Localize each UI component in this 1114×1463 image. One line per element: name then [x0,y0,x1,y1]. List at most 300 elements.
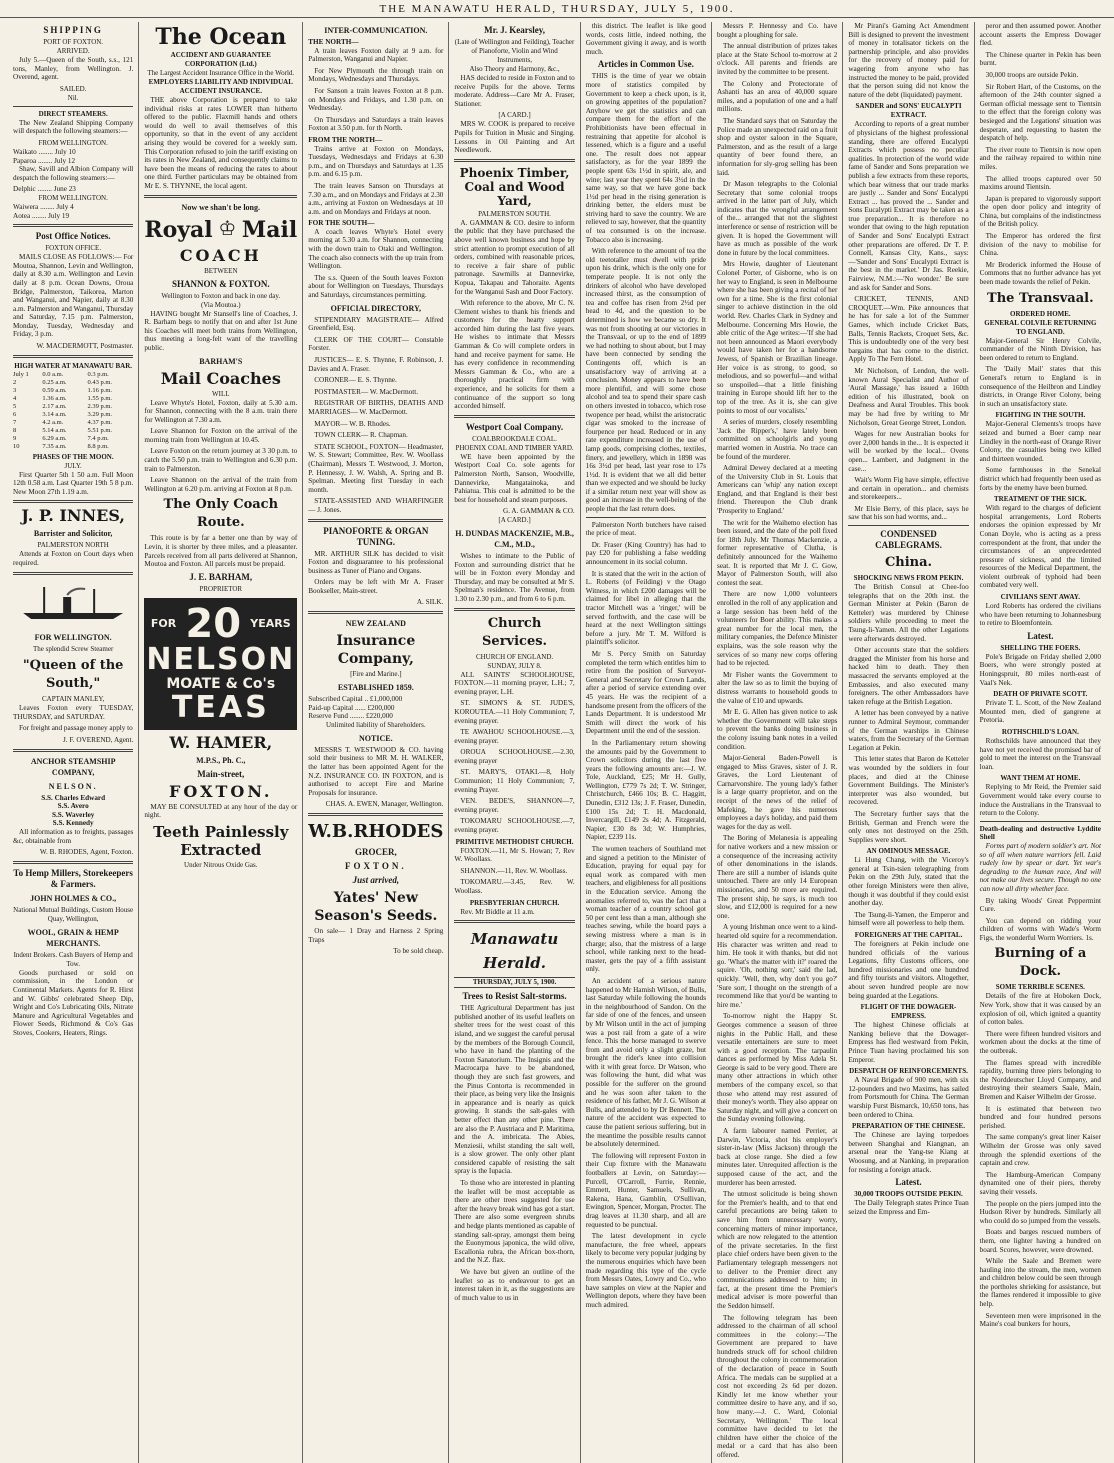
port-label: PORT OF FOXTON. [43,38,104,46]
tokomaru-church: TOKOMARU.—3.45, Rev. W. Woollass. [454,878,575,895]
accident-text: An accident of a serious nature happened to Mr Hamish Wilson, of Bulls, last Saturday while following the hounds in the neighbourhood of Sandon. On the far side of one of the fences, and unseen by Mr Wilson until in the act of jumping was a post rail from a gate of a wire fence. This the horse managed to swerve from and avoid only a slight graze, but brought the rider's knee into collision with it with great force. Dr Watson, who was following the hunt, did what was possible for the sufferer on the ground and he was soon after taken to the residence of his father, Mr J. G. Wilson at Bulls, and attended to by Dr Bennett. The nature of the accident was expected to cause the patient serious suffering, but in the meantime the possible results cannot be absolutely determined. [585,976,707,1149]
ocean-sub: ACCIDENT AND GUARANTEE CORPORATION (Ltd.) [170,51,271,68]
daily-mail-text: The 'Daily Mail' states that this General's return to England is in consequence of the Heilbron and Lindley districts, in Orange River Colony, being in such an unsatisfactory state. [979,365,1101,408]
shannon-foxton: SHANNON & FOXTON. [171,278,270,289]
cricket-text: CRICKET, TENNIS, AND CROQUET.—Wm. Pike announces that he has for sale a lot of the Summer Games, which include Cricket Bats, Balls, Tennis Rackets, Croquet Sets, &c. This is undoubtedly one of the very best bargains that has come to the district. Apply To The Fern Hotel. [848,295,969,364]
utmost-text: The utmost solicitude is being shown for the Premier's health, and to that end careful precautions are being taken to save him from unnecessary worry, concerning matters of minor importance, which are now relegated to the attention of the private secretaries. In the first place chief orders have been given to the Parliamentary telegraph messengers not to deliver to the Premier direct any communications addressed to him; in fact, at the present time the Premier's medical adviser is more powerful than the Seddon himself. [717,1190,838,1310]
sailed-heading: SAILED. [59,84,87,93]
tsung-text: The Tsung-li-Yamen, the Emperor and himself were all powerless to help them. [848,910,969,928]
roth-body: Rothschilds have announced that they have not yet received the promised bar of gold to meet the interest on the Transvaal loan. [979,737,1101,771]
dir-postmaster: POSTMASTER— W. MacDermott. [314,387,419,396]
westport-heading: Westport Coal Company. [465,421,564,432]
barham-head: BARHAM'S [199,356,243,366]
foxton-label-2: FOXTON. [345,861,407,871]
column-4 [449,22,580,1463]
unlimited: Unlimited liability of Shareholders. [326,720,426,729]
tomorrow-text: To-morrow night the Happy St. Georges commence a season of three nights in the Public Hall, and these versatile entertainers are sure to meet with a good reception. The tarpaulin dances as performed by Miss Adela St. George is said to be very good. There are many other attractions in which other members of the company excel, so that those who attend may rest assured of their money's worth. They also appear on Saturday night, and will give a concert on the Sunday evening following. [717,1012,838,1124]
tide-cell: 1.36 a.m. [42,394,67,402]
column-2 [139,22,303,1463]
ship-1: S.S. Charles Edward [41,793,106,802]
school: STATE SCHOOL, FOXTON— Headmaster, W. S. Stewart; Committee, Rev. W. Woollass (Chairman), Messrs T. Westwood, J. Morton, P. Hennessy, J. W. Walsh, A. Spring and B. Spelman. Meeting first Tuesday in each month. [308,442,444,494]
notice-heading: NOTICE. [359,733,393,743]
inter-heading: INTER-COMMUNICATION. [324,26,428,35]
waihemo-text: The writ for the Waihemo election has been issued, and the date of the poll fixed for 18th July. Mr Thomas Mackenzie, a former representative of Clutha, is definitely announced for the Waihemo seat. It is reported that Mr J. C. Gow, Mayor of Palmerston South, will also contest the seat. [717,518,838,587]
tide-cell: 4 [13,394,17,402]
to-be-sold: To be sold cheap. [393,947,444,956]
hemp-heading: To Hemp Millers, Storekeepers & Farmers. [13,867,133,889]
orders-text: Orders may be left with Mr A. Fraser Bookseller, Main-street. [308,578,444,595]
anchor-heading: ANCHOR STEAMSHIP COMPANY, [30,756,116,777]
ven-bede: VEN. BEDE'S, SHANNON—7, evening prayer. [454,797,575,814]
forms-text: Forms part of modern soldier's art. Not so of all when nature warriors fell. Laid rudely low by spear or dart. Yet war's degrading to the human race, And will not make our lives secure. Though no one can now all dirty whether face. [979,841,1101,893]
innes-name: J. P. INNES, [21,506,125,526]
lydia-heading: Death-dealing and destructive Lyddite Shell [979,824,1101,842]
arrived-heading: ARRIVED. [56,47,90,55]
tide-cell: 9 [13,434,17,442]
nelson-name: NELSON [146,641,296,677]
walt-text: Wait's Worm Fig have simple, effective and certain in operation... and chemists and storekeepers... [848,476,969,502]
seventeen-text: Seventeen men were imprisoned in the Maine's coal bunkers for hours, [979,1311,1101,1329]
saale-text: While the Saale and Bremen were hauling into the stream, the men, women and children below could be seen through the portholes shrieking for assistance, but the flames rendered it impossible to give help. [979,1257,1101,1309]
flight-heading: FLIGHT OF THE DOWAGER-EMPRESS. [860,1003,957,1021]
tide-cell: 2.39 p.m. [87,402,113,410]
coach-text: A coach leaves Whyte's Hotel every morning at 5.30 a.m. for Shannon, connecting with the down train to Otaki and Wellington. The coach also connects with the up train from Wellington. [308,227,444,271]
mails-text: MAILS CLOSE AS FOLLOWS:— For Moutoa, Shannon, Levin and Wellington, daily at 8.30 a.m. Wellington and Levin daily at 8 p.m. Ocean Downs, Oroua Bridge, Palmerston, Taikorea, Marton and Wanganui, and Napier, daily at 8.30 a.m. Palmerston and Wanganui, Thursday and Saturday, 7.15 p.m. Palmerston, Monday, Tuesday, Wednesday and Friday, 3 p.m. [13,253,134,339]
foxton-church: FOXTON.—11, Mr S. Howan; 7, Rev W. Woollass. [454,846,575,864]
all-saints: ALL SAINTS' SCHOOLHOUSE, FOXTON.—11 morning prayer, L.H.; 7, evening prayer, L.H. [454,670,575,696]
column-8 [975,22,1106,1463]
ewen-sig: CHAS. A. EWEN, Manager, Wellington. [325,800,444,809]
river-text: The river route to Tientsin is now open and the railway repaired to within nine miles. [979,145,1101,171]
church-heading: Church Services. [482,615,548,649]
column-5 [581,22,712,1463]
shannon-church: SHANNON.—11, Rev. W. Woollass. [460,866,568,875]
direct-heading: DIRECT STEAMERS. [38,109,108,118]
ordered-heading: ORDERED HOME. [1010,309,1071,318]
leave-3: Leave Foxton on the return journey at 3 30 p.m. to catch the 5.50 p.m. train to Wellington and 6.30 p.m. train to Palmerston. [144,447,298,473]
tide-cell: 0.3 p.m. [87,370,109,378]
tide-cell: 2 [13,378,17,386]
tide-row [13,411,133,419]
tide-cell: 6 [13,410,17,418]
tide-row [13,443,133,451]
nelson-moate-teas-ad [144,598,297,730]
notice-text: MESSRS T. WESTWOOD & CO. having sold their business to MR M. H. WALKER, the latter has been appointed Agent for the N.Z. INSURANCE CO. IN FOXTON, and is authorised to accept Fire and Marine Proposals for insurance. [308,745,444,797]
foreigners-text: The foreigners at Pekin include one hundred officials of the various Legations, fifty Customs officers, one hundred missionaries and one hundred and fifty tourists and visitors. Altogether, about seven hundred people are now being guarded at the Legations. [848,940,969,1000]
ocean-heading: The Ocean [155,24,287,50]
yates-seeds: Yates' New Season's Seeds. [314,890,438,924]
reserve: Reserve Fund ........ £220,000 [308,712,393,721]
goods-text: Goods purchased or sold on commission, in the London or Continental Markets. Agents for R. Hirst and W. Gibbs' celebrated Sheep Dip, Wright and Co's Lubricating Oils, Nitrate Manure and Agricultural Vegetables and Flower Seeds, Richmond & Co's Gas Stoves, Cookers, Heaters, Rings. [13,968,134,1037]
sanson-train: The train leaves Sanson on Thursdays at 7.30 a.m., and on Mondays and Fridays at 2.30 a.m., arriving at Foxton on Wednesdays at 10 a.m. and on Mondays and Fridays at noon. [308,181,444,216]
murders-text: A series of murders, closely resembling 'Jack the Ripper's,' have lately been committed on schoolgirls and young married women in Austria. No trace can be found of the murderer. [717,418,838,461]
leaves-text: Leaves Foxton every TUESDAY, THURSDAY, and SATURDAY. [13,704,134,721]
kearsley-sub: (Late of Wellington and Feilding), Teacher of Pianoforte, Violin and Wind Instruments, [454,38,575,64]
tide-cell: 8.8 p.m. [87,442,109,450]
tide-cell: 7.35 a.m. [42,442,67,450]
rhodes-sig: W. B. RHODES, Agent, Foxton. [39,848,134,857]
tide-row [13,379,133,387]
fight-heading: FIGHTING IN THE SOUTH. [995,411,1086,420]
elsie-text: Mr Elsie Berry, of this place, says he saw that his son had worms, and... [848,504,969,522]
burning-heading: Burning of a Dock. [994,946,1087,980]
innes-title: Barrister and Solicitor, [33,529,113,539]
from-north-head: FROM THE NORTH— [308,135,383,144]
transvaal-heading: The Transvaal. [987,290,1094,306]
tide-cell: July 1 [13,370,29,378]
emperor-text: The Emperor has ordered the first division of the navy to mobilise for China. [979,232,1101,258]
overend-sig: J. F. OVEREND, Agent. [63,736,134,744]
teas-word: TEAS [171,689,270,725]
masthead: THE MANAWATU HERALD, THURSDAY, JULY 5, 1900. [0,0,1114,18]
tide-row [13,435,133,443]
coalbrookdale: COALBROOKDALE COAL. [472,434,557,443]
tide-cell: 0.0 a.m. [42,370,64,378]
town-clerk: TOWN CLERK— R. Chapman. [314,431,408,440]
civilians-heading: CIVILIANS SENT AWAY. [1000,593,1080,602]
parliament-text: In the Parliamentary return showing the amounts paid by the Government to Crown solicitors during the last five years the following amounts are:—J. W. Tole, Auckland, £25; Mr H. Gully, Wellington, £779 7s 2d; T. W. Stringer, Christchurch, £466 10s; B. C. Haggitt, Dunedin, £312 13s; J. F. Fraser, Dunedin, £100 15s 2d; T. H. Macdonald, Invercargill, £149 2s 4d; A. Fitzgerald, Napier, £30 8s 3d; W. Humphries, Napier, £239 11s. [585,738,707,842]
colvile-body: Major-General Sir Henry Colvile, commander of the Ninth Division, has been ordered to return to England. [979,336,1101,362]
articles-text-2: With reference to the amount of tea the old teetotaller must dwell with pride upon his drink, which is the only one for temperate people. It is not only the drinkers of alcohol who have developed increased thirst, as the consumption of tea and coffee has risen from 2½d per head to 4d, and the question to be determined is how we became so dry. It was not from shooting at our victories in the Transvaal, or up to the end of 1899 we had nothing to shout about, but I may have been connected by sending the Contingents off, which is an unsatisfactory way of arriving at a conclusion. Money appears to have been more plentiful, and will some chose alcohol and tea to spend their spare cash on others invested in tobacco, which rose twopence per head, whilst the aristocratic cigar was smoked to the increase of fourpence per head. Reduced or in any rate expenditure increased in the use of lamp goods, comprising clothes, textiles, finery, and jewellery, which in 1898 was 16s 3½d per head, last year rose to 17s 1½d. It is evident that we all did better than we expected and we should be lucky if a similar return next year will show as good an increase in the well-being of the people that the last return does. [585,247,707,514]
articles-heading: Articles in Common Use. [597,59,694,70]
barham-name: J. E. BARHAM, [189,571,253,582]
primitive-heading: PRIMITIVE METHODIST CHURCH. [455,837,574,846]
kearsley-body: HAS decided to reside in Foxton and to receive Pupils for the above. Terms moderate. Address—Care Mr A. Fraser, Stationer. [454,74,575,108]
dewey-text: Admiral Dewey declared at a meeting of the University Club in St. Louis that Americans can 'whip' any nation except England, and that England is their best friend. Thereupon the Club drank 'Prosperity to England.' [717,464,838,516]
main-street: Main-street, [197,768,245,779]
tide-row [13,371,133,379]
tide-cell: 2.17 a.m. [42,402,67,410]
consulted: MAY BE CONSULTED at any hour of the day or night. [144,802,298,820]
hamer-deg: M.P.S., Ph. C., [196,755,246,765]
hamburg-text: The Hamburg-American Company dynamited one of their piers, thereby saving their vessels. [979,1170,1101,1196]
mayor: MAYOR— W. B. Rhodes. [314,419,391,428]
foxton-label: FOXTON. [169,781,273,801]
sander-text: According to reports of a great number of physicians of the highest professional standing, there are offered Eucalypti Extracts which possess no peculiar qualities. In protection of the world wide fame of Sander and Sons preparation we publish a few extracts from these reports, which bear witness that our trade marks are justly ... Sander and Sons' Eucalypti Extract ... has proved the ... Sander and Sons Eucalypti Extract may be taken as a true preparation... It is therefore no wonder that owing to the high reputation of Sander and Sons' Eucalypti Extract other preparations are offered. Dr T. P. Connell, Kansas City, Kans., says:—'Sander and Sons' Eucalypti Extract is the best in the market.' Dr Jas. Reekie, Fairview, N.M.:—'No wonder.' Be sure and ask for Sander and Sons. [848,120,969,292]
tide-heading: HIGH WATER AT MANAWATU BAR. [14,361,133,370]
ship-3: S.S. Waverley [51,810,95,819]
british-text: The British Consul at Chee-foo telegraphs that on the 20th inst. the German Minister at Pekin (Baron de Ketteler) was murdered by Chinese soldiers while proceeding to meet the Tsung-li-Yamen. All the other Legations were afterwards destroyed. [848,583,969,643]
c6-text1: Messrs P. Hennessy and Co. have bought a ploughing for sale. [717,22,838,39]
sick-body: With regard to the charges of deficient hospital arrangements, Lord Roberts endorses the opinion expressed by Mr Conan Doyle, who is acting as a press correspondent at the front, that under the circumstances of an unprecedented pressure of sickness, and the limited resources of the Medical Department, the violent outbreak of typhoid had been combated very well. [979,504,1101,590]
holmes-name: JOHN HOLMES & CO., [30,893,117,903]
tide-cell: 1.16 p.m. [87,386,113,394]
nelson-heading: NELSON. [48,781,98,791]
tide-row [13,427,133,435]
allied-text: The allied troops captured over 50 maxims around Tientsin. [979,174,1101,192]
telegram-text: The following telegram has been addressed to the chairman of all school committees in the colony:—'The Government are prepared to have hundreds struck off for school children throughout the colony in commemoration of the declaration of peace in South Africa. The medals can be supplied at a cost not exceeding 2s 6d per dozen. Kindly let me know whether your committee desire to have any, and if so, how many.—J. C. Ward, Colonial Secretary, Wellington.' The local committee have decided to let the children have either the choice of the medal or a card that has also been offered. [717,1313,838,1459]
tide-cell: 5.14 a.m. [42,426,67,434]
gg-sig: G. A. GAMMAN & CO. [503,507,575,516]
ins-heading: Insurance Company, [336,633,416,668]
pres-body: Rev. Mr Biddle at 11 a.m. [460,907,535,916]
phoenix-coal: PHOENIX COAL AND TIMBER YARD. [455,443,574,452]
coach-word: COACH [179,245,262,265]
herald-title: Manawatu Herald. [470,930,559,973]
via: (Via Moutoa.) [200,300,241,309]
ship-4: S.S. Kennedy [52,819,94,828]
prep-heading: PREPARATION OF THE CHINESE. [852,1122,965,1131]
nelson-for: FOR [150,616,177,630]
tide-cell: 4.37 p.m. [87,418,113,426]
captain: CAPTAIN MANLEY, [41,695,105,704]
paid-up: Paid-up Capital ...... £200,000 [308,703,395,712]
standard-text: The Standard says that on Saturday the Police made an unexpected raid on a fruit shop and oyster saloon in the Square, Palmerston, and as the result of a large quantity of beer found there, an information for sly-grog selling has been laid. [717,116,838,177]
articles-text: THIS is the time of year we obtain more of statistics compiled by Government to keep a check upon, is it, on growing appetites of the population? Anyhow we get the statistics and can compare them for the effort of the Prohibitionists have been effectual in restraining that appetite for alcohol is lessened, which is a figure and a useful one. The result does not appear satisfactory, as for the year 1899 the people spent 63s 1½d in spirit, ale, and wine; last year they spent 64s 3½d in the same way, so that we have gone back 1½d per head in the rising generation is drinking better, the elders must be striving hard to save the country. We are relieved to say, however, that the quantity of tea consumed is on the increase. Tobacco also is increasing. [585,72,707,244]
tide-cell: 0.25 a.m. [42,378,67,386]
tide-cell: 7.4 p.m. [87,434,109,442]
column-3 [303,22,449,1463]
just-arrived: Just arrived, [352,875,400,885]
c5-text1: this district. The leaflet is like good words, costs little, indeed nothing, the Government giving it away, and is worth much. [585,22,707,56]
tide-cell: 5 [13,402,17,410]
tide-cell: 0.43 p.m. [87,378,113,386]
troops-heading: 30,000 TROOPS OUTSIDE PEKIN. [854,1190,963,1199]
mongs-text: Dr Mason telegraphs to the Colonial Secretary that some colonial troops arrived in the latter part of July, which indicates that the wrongful arrangement of the... arranged that not the slightest interference or sense of restriction will be given. It is hoped the Government will have as much as possible of the work done in future by the local committees. [717,180,838,257]
official-heading: OFFICIAL DIRECTORY, [330,303,422,313]
teeth-head: Teeth Painlessly Extracted [153,823,289,859]
colvile-heading: GENERAL COLVILE RETURNING TO ENGLAND. [984,318,1097,336]
clements-text: Major-General Clements's troops have seized and burned a Boer camp near Lindley in the north-east of Orange River Colony, the casualties being two killed and thirteen wounded. [979,420,1101,463]
highest-text: The highest Chinese officials at Nanking believe that the Dowager-Empress has fled westward from Pekin, Prince Tuan having proclaimed his son Emperor. [848,1021,969,1064]
tide-cell: 5.51 p.m. [87,426,113,434]
for-wellington: FOR WELLINGTON. [34,633,112,643]
sander-heading: SANDER and SONS' EUCALYPTI EXTRACT. [855,102,962,120]
trees-text: THE Agricultural Department has just published another of its useful leaflets on shelter trees for the west coast of this island, and we suggest the careful perusal by the members of the Borough Council, who have in hand the planting of the Foxton Sanatorium. The Insignis and the Macrocarpa have to be abandoned, though they are such fast growers, and the Pinus Contorta is recommended in their place, as being very like the Insignis in appearance and is nearly as quick growing. It stands the salt-gales with better effect than any other pine. There are also the P. Austriaca and P. Maritima, and the A. imbricata. The Abies, Menziesii, whilst standing the salt well, is a slow grower. The only other plant considered capable of resisting the salt spray is the Iupacia. [454,1004,575,1176]
waikato-row: Waikato ........ July 10 [13,147,76,156]
tide-row [13,387,133,395]
trains-text: Trains arrive at Foxton on Mondays, Tuesdays, Wednesdays and Fridays at 6.30 p.m., and on Thursdays and Saturdays at 1.35 p.m. and 6.15 p.m. [308,144,444,179]
other-text: Other accounts state that the soldiers dragged the Minister from his horse and hacked him to death. They then massacred the servants employed at the Embassies, and also executed many foreigners. The other Ambassadors have taken refuge at the British Legation. [848,646,969,706]
waiwera-row: Waiwera ........ July 4 [13,202,74,211]
farms-text: Some farmhouses in the Senekal district which had frequently been used as forts by the enemy have been burned. [979,466,1101,492]
kearsley-name: Mr. J. Kearsley, [484,25,545,35]
trees-heading: Trees to Resist Salt-storms. [462,991,567,1002]
brod-text: Mr Broderick informed the House of Commons that no further advance has yet been made towards the relief of Pekin. [979,260,1101,287]
church-eng: CHURCH OF ENGLAND. [475,652,554,661]
terrible-heading: SOME TERRIBLE SCENES. [995,983,1085,992]
delphic-row: Delphic ........ June 23 [13,185,76,194]
silk-sig: A. SILK. [416,598,444,607]
trees-text-3: We have but given an outline of the leaflet so as to endeavour to get an interest taken in it, as the suggestions are of much value to us in [454,1268,575,1302]
stated-text: It is stated that the writ in the action of L. Roberts (of Feilding) v the Otago Witness, in which £200 damages will be claimed for libel in alleging that the tractor Mitchell was a 'ringer,' will be served forthwith, and the case will be heard at the next Wellington sittings before a jury. Mr T. M. Wilford is plaintiff's solicitor. [585,569,707,647]
young-text: A young Irishman once went to a kind-hearted old squire for a recommendation. His character was written and read to him. He took it with thanks, but did not go. 'What's the matter with it?' roared the squire. 'Oh, nothing sorr,' said the lad, quickly. 'Well, then, why don't you go?' 'Sure sorr, I thought on the strength of a recommend like that you'd be wanting to hire me.' [717,923,838,1009]
ship-2: S.S. Avero [57,802,89,811]
from-wellington-label: FROM WELLINGTON. [38,138,108,147]
tide-row [13,403,133,411]
china-heading: China. [884,555,933,571]
subscribed: Subscribed Capital .. £1,000,000 [308,695,403,704]
tide-row [13,395,133,403]
fisher-text: Mr Fisher wants the Government to alter the law so as to limit the buying of distress warrants to household goods to the value of £10 and upwards. [717,670,838,705]
shaw-text: Shaw, Savill and Albion Company will despatch the following steamers:— [13,165,134,182]
cook-text: MRS W. COOK is prepared to receive Pupils for Tuition in Music and Singing. Lessons in Oil Painting and Art Needlework. [454,120,575,155]
kearsley-also: Also Theory and Harmony, &c., [469,65,560,73]
sanson-text: For Sanson a train leaves Foxton at 8 p.m. on Mondays and Fridays, and 1.30 p.m. on Wednesday. [308,86,444,113]
north-head: THE NORTH— [308,38,359,46]
letter-text: A letter has been conveyed by a native runner to Admiral Seymour, commander of the German warships in Chinese waters, from the Secretary of the German Legation at Pekin. [848,709,969,752]
women-text: The women teachers of Southland met and signed a petition to the Minister of Education, praying for equal pay for equal work as compared with men teachers, and eligibleness for all positions in the Education service. Among the anomalies referred to, was the fact that a woman teacher of a country school got 50 per cent less than a man, although she teaches sewing, while the board pays a sewing mistress where a man is in charge; also, that the mistress of a large school, while ranking next to the head-master, gets the pay of a fifth assistant only. [585,845,707,974]
li-text: Li Hung Chang, with the Viceroy's general at Tsin-tsien telegraphing from Pekin on the 29th July, stated that the other foreign Ministers were then alive, though it was doubtful if they could exist another day. [848,856,969,908]
screw-steamer: The splendid Screw Steamer [33,645,114,654]
tokomaru: TOKOMARU SCHOOLHOUSE.—7, evening prayer. [454,817,575,835]
only-coach-route: The Only Coach Route. [163,497,279,531]
royal-mail-row [144,215,297,244]
wages-text: Wages for new Australian books for over 2,000 hands in the... It is expected it will be worked by the local... Ovens open... Lambert, and Judgment in the case... [848,430,969,473]
from-wellington-label-2: FROM WELLINGTON. [38,193,108,202]
indent-text: Indent Brokers. Cash Buyers of Hemp and Tow. [13,950,133,968]
details-text: Details of the fire at Hoboken Dock, New York, show that it was caused by an explosion of oil, which ignited a quantity of cotton bales. [979,992,1101,1027]
moon-month: JULY. [64,461,82,470]
pres-heading: PRESBYTERIAN CHURCH. [469,898,560,907]
st-mary: ST. MARY'S, OTAKI.—8, Holy Communion; 11 Holy Communion; 7, evening Prayer. [454,768,575,794]
te-awahou: TE AWAHOU SCHOOLHOUSE.—3, evening prayer. [454,728,575,745]
allen-text: Mr E. G. Allen has given notice to ask whether the Government will take steps to prevent the banks doing business in the colony issuing bank notes in a veiled condition. [717,708,838,751]
boring-text: The Boring of Melanesia is appealing for native workers and a new mission or a consequence of the increasing activity of other denominations in the islands. There are still a number of islands quite untouched. There are only 14 European missionaries, and 50 more are required. The present ship, he says, is much too slow, and £12,000 is required for a new one. [717,834,838,920]
eleven-text: There were fifteen hundred visitors and workmen about the docks at the time of the outbreak. [979,1029,1101,1056]
moon-text: First Quarter 5th 1 50 a.m. Full Moon 12th 0.58 a.m. Last Quarter 19th 5 8 p.m. New Moon 27th 1.19 a.m. [13,470,134,496]
dr-fraser: Dr. Fraser (King Country) has had to pay £20 for publishing a false wedding announcement in its social column. [585,540,707,567]
c8-text1: peror and then assumed power. Another account asserts the Empress Dowager fled. [979,22,1101,48]
palm-north: Palmerston North butchers have raised the price of meat. [585,520,707,538]
daily-text: The Daily Telegraph states Prince Tuan seized the Empress and Em- [848,1199,969,1216]
having-text: HAVING bought Mr Stansell's line of Coaches, J. R. Barham begs to notify that on and after 1st June his Coaches will meet both trains from Wellington, thus meeting a long-felt want of the travelling public. [144,309,298,352]
holmes-sub: National Mutual Buildings, Custom House Quay, Wellington, [13,905,134,923]
tide-row [13,419,133,427]
quarter-text: The Chinese quarter in Pekin has been burnt. [979,50,1101,68]
moon-heading: PHASES OF THE MOON. [32,452,114,461]
wbr-heading: W.B.RHODES [308,821,444,842]
post-sub: FOXTON OFFICE. [45,244,102,253]
phoenix-heading: Phoenix Timber, Coal and Wood Yard, [459,165,570,208]
mail-coaches: Mail Coaches [160,368,281,388]
justices: JUSTICES— E. S. Thynne, F. Robinson, J. Davies and A. Fraser. [308,356,444,373]
death-heading: DEATH OF PRIVATE SCOTT. [993,690,1088,699]
paparoa-row: Paparoa ........ July 12 [13,156,76,165]
herald-date: THURSDAY, JULY 5, 1900. [454,977,574,988]
column-6 [712,22,843,1463]
tide-cell: 6.29 a.m. [42,434,67,442]
palmerston-south: PALMERSTON SOUTH. [478,209,551,218]
despatch-heading: DESPATCH OF REINFORCEMENTS. [849,1067,968,1076]
registrar: REGISTRAR OF BIRTHS, DEATHS AND MARRIAGES— W. MacDermott. [308,399,444,416]
sick-heading: TREATMENT OF THE SICK. [993,495,1087,504]
innes-text: Attends at Foxton on Court days when required. [13,550,134,568]
baden-text: Major-General Baden-Powell is engaged to Miss Graves, sister of J. R. Graves, the Lord Lieutenant of Carnarvonshire. The young lady's father is a large quarry proprietor, and on the receipt of the news of the relief of Mafeking, he gave his numerous employees a day's holiday, and paid them wages for the day as well. [717,754,838,831]
latest-heading-8: Latest. [1027,630,1054,641]
tide-cell: 3.14 a.m. [42,410,67,418]
steamer-illustration [13,583,133,623]
proprietor: PROPRIETOR [199,584,243,593]
flames-text: The flames spread with incredible rapidity, burning three piers belonging to the Norddeutscher Lloyd Company, and destroying their steamers Saale, Main, Bremen and Kaiser Wilhelm der Grosse. [979,1058,1101,1101]
want-body: Replying to Mr Reid, the Premier said Government would take every course to induce the Australians in the Transvaal to return to the Colony. [979,783,1101,818]
woods-text: By taking Woods' Great Peppermint Cure. [979,896,1101,914]
north-body: A train leaves Foxton daily at 9 a.m. for Palmerston, Wanganui and Napier. [308,46,444,64]
piano-heading: PIANOFORTE & ORGAN TUNING. [323,525,429,547]
royal-word: Royal [144,216,213,243]
leave-2: Leave Shannon for Foxton on the arrival of the morning train from Wellington at 10.45. [144,427,298,444]
farm-text: A farm labourer named Perrier, at Darwin, Victoria, shot his employer's sister-in-law (Miss Jackson) through the back at close range. She died a few minutes later. Unrequited affection is the supposed cause of the act, and the murderer has been arrested. [717,1127,838,1187]
letter-text-2: This letter states that Baron de Ketteler was wounded by the soldiers in four places, and died at the Chinese Government Buildings. The Minister's interpreter was also wounded, but recovered. [848,755,969,807]
newspaper-columns [8,22,1106,1459]
ref-text: With reference to the above, Mr C. N. Clement wishes to thank his friends and customers for the hearty support accorded him during the last five years. He wishes to intimate that Messrs Gamman & Co will complete orders in hand and receive payment for same. He has every confidence in recommending Messrs Gamman & Co., who are a thoroughly practical firm with experience, and he solicits for them a continuance of the support so long accorded himself. [454,299,575,411]
crown-icon: ♔ [218,217,237,240]
card-label-2: [A CARD.] [498,515,531,524]
card-label: [A CARD.] [498,111,531,120]
south-head: FOR THE SOUTH— [308,219,375,228]
ply-text: For New Plymouth the through train on Mondays, Wednesdays and Thursdays. [308,66,444,84]
mrs-howie-text: Mrs Howie, daughter of Lieutenant Colonel Porter, of Gisborne, who is on her way to England, is seen in Melbourne where she has been giving a recital of her own for a time. She is the first colonial singer to achieve distinction in the old world. Rev. Charles Clark in Sydney and Melbourne. Concerning Mrs Howie, the able critic of the Age writes:—'If she had not been announced as Maori everybody would have taken her for a handsome Jewess, of Spanish or Brazilian lineage. Her voice is as strong, to good, so melodious, and so powerful—and withal so unspoiled—that a little finishing training in Europe should lift her to the top of the tree. As it is, she can give points to most of our vocalists.' [717,260,838,415]
ominous-heading: AN OMINOUS MESSAGE. [866,847,951,856]
percy-text: Mr S. Percy Smith on Saturday completed the term which entitles him to retire from the position of Surveyor-General and Secretary for Crown Lands, after a period of service extending over 45 years. He was the recipient of a handsome present from the officers of the Lands Department. It is understood Mr Smith will direct the work of his Department until the end of the session. [585,649,707,736]
queen-of-the-south: "Queen of the South," [22,658,124,692]
moate-name: MOATE & Co's [166,675,276,692]
aotea-row: Aotea ........ July 19 [13,211,70,220]
oroa: OROUA SCHOOLHOUSE.—2.30, evening prayer [454,748,575,765]
following-text: The following will represent Foxton in their Cup fixture with the Manawatu footballers at Levin, on Saturday:—Purcell, O'Carroll, Furrie, Rennie, Emmett, Hunter, Samuels, Sullivan, Rakena, Hana, Gamblin, O'Sullivan, Ewington, Spencer, Morgan, Procter. The drag leaves at 11.30 sharp, and all are requested to be punctual. [585,1151,707,1229]
coroner: CORONER— E. S. Thynne. [314,376,397,385]
will-label: WILL [212,389,230,398]
boats-text: Boats and barges rescued numbers of them, one lighter having a hundred on board. Scores, however, were drowned. [979,1228,1101,1254]
worms-text: You can depend on ridding your children of worms with Wade's Worm Figs, the wonderful Worm Worriers. 1s. [979,916,1101,942]
tide-cell: 4.2 a.m. [42,418,64,426]
established: ESTABLISHED 1859. [337,683,414,693]
mail-word: Mail [241,216,298,243]
postmaster-sig: W. MACDERMOTT, Postmaster. [36,342,134,351]
tide-cell: 3 [13,386,17,394]
nelson-20: 20 [185,600,242,647]
tide-cell: 7 [13,418,17,426]
civ-body: Lord Roberts has ordered the civilians who have been returning to Johannesburg to retire to Bloemfontein. [979,602,1101,628]
wool-heading: WOOL, GRAIN & HEMP MERCHANTS. [27,927,119,948]
want-heading: WANT THEM AT HOME. [1000,774,1081,783]
shelling-heading: SHELLING THE FOERS. [1000,643,1081,652]
estimate-text: It is estimated that between two hundred and four hundred persons perished. [979,1104,1101,1130]
tide-cell: 3.29 p.m. [87,410,113,418]
tide-cell: 0.59 a.m. [42,386,67,394]
post-heading: Post Office Notices. [35,231,111,242]
condensed-heading: CONDENSED CABLEGRAMS. [875,529,942,551]
roth-heading: ROTHSCHILD'S LOAN. [1001,728,1079,736]
sailed-text: Nil. [67,93,79,102]
latest-text: The latest development in cycle manufacture, the free wheel, appears likely to become very popular judging by the numerous enquiries which have been made regarding this type of the cycle from Messrs Oates, Lowry and Co., who have samples on view at the Napier and Wellington depots, where they have been much admired. [585,1232,707,1309]
capital-heading: FOREIGNERS AT THE CAPITAL. [854,931,963,940]
annual-text: The annual distribution of prizes takes place at the State School to-morrow at 2 o'clock. All parents and friends are invited by the committee to be present. [717,42,838,76]
silk-text: MR. ARTHUR SILK has decided to visit Foxton and disguarantee to his professional business as Tuner of Piano and Organs. [308,549,444,575]
tues-text: On Thursdays and Saturdays a train leaves Foxton at 3.50 p.m. for th North. [308,115,444,133]
only-body: This route is by far a better one than by way of Levin, it is shorter by three miles, and a pleasanter. Parcels received from all parts delivered at Shannon, Moutoa and Foxton. All parcels must be prepaid. [144,534,298,569]
ocean-largest: The Largest Accident Insurance Office in the World. [147,69,295,77]
tide-cell: 1.55 p.m. [87,394,113,402]
tide-table [13,371,133,451]
nelson-years: YEARS [250,616,291,630]
dundas-name: H. DUNDAS MACKENZIE, M.B., C.M., M.D., [455,528,574,549]
wgtn-foxton: Wellington to Foxton and back in one day. [161,291,281,300]
tide-cell: 10 [13,442,20,450]
trees-text-2: To those who are interested in planting the leaflet will be most acceptable as there are other trees suggested for use after the heavy break wind has got a start. There are also some evergreen shrubs and hedge plants mentioned as capable of standing salt-spray, amongst them being the Euonymous japonica, the wild olive, Escallonia rubra, the African box-thorn, and the N.Z. flax. [454,1179,575,1265]
freight-text: For freight and passage money apply to [19,724,133,733]
pole-text: Pole's Brigade on Friday shelled 2,000 Boers, who were strongly posted at Honingspruit, 80 miles north-east of Vaal's Nek. [979,652,1101,687]
direct-text: The New Zealand Shipping Company will despatch the following steamers:— [13,118,134,136]
people-text: The people on the piers jumped into the Hudson River by hundreds. Similarly all who could do so jumped from the vessels. [979,1199,1101,1225]
chinese-prep-text: The Chinese are laying torpedoes between Shanghai and Kiangnan, an arsenal near the Yang-tse Kiang at Woosung, and at Nanking, in preparation for resisting a foreign attack. [848,1131,969,1174]
private-text: Private T. L. Scott, of the New Zealand Mounted men, died of gangrene at Pretoria. [979,699,1101,725]
colony-text: The Colony and Protectorate of Ashanti has an area of 40,000 square miles, and a population of one and a half millions. [717,79,838,114]
same-text: The same company's great liner Kaiser Wilhelm der Grosse was only saved through the splendid exertions of the captain and crew. [979,1133,1101,1168]
nitrous: Under Nitrous Oxide Gas. [184,861,258,869]
sunday-date: SUNDAY, JULY 8. [487,661,542,670]
stip: STIPENDIARY MAGISTRATE— Alfred Greenfield, Esq. [308,315,444,333]
